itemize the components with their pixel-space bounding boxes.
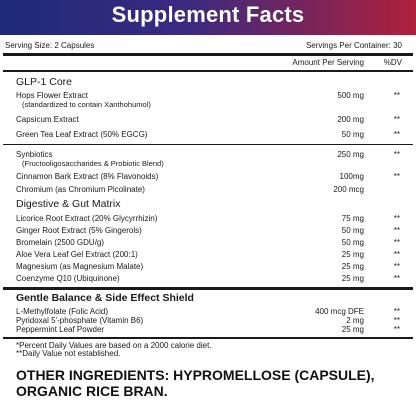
ingredient-dv: ** bbox=[393, 325, 400, 334]
divider bbox=[3, 53, 413, 56]
ingredient-name: Hops Flower Extract bbox=[16, 91, 89, 100]
ingredient-amount: 25 mg bbox=[341, 325, 364, 334]
ingredient-amount: 25 mg bbox=[341, 262, 364, 271]
ingredient-amount: 50 mg bbox=[341, 130, 364, 139]
ingredient-dv: ** bbox=[393, 316, 400, 325]
ingredient-dv: ** bbox=[393, 250, 400, 259]
serving-size: Serving Size: 2 Capsules bbox=[5, 41, 95, 50]
page-title: Supplement Facts bbox=[111, 2, 305, 27]
ingredient-name: Capsicum Extract bbox=[16, 115, 79, 124]
ingredient-dv: ** bbox=[393, 274, 400, 283]
divider bbox=[3, 144, 413, 145]
ingredient-name: Green Tea Leaf Extract (50% EGCG) bbox=[16, 130, 148, 139]
divider bbox=[3, 287, 413, 290]
ingredient-name: Synbiotics bbox=[16, 150, 53, 159]
section-heading-digestive: Digestive & Gut Matrix bbox=[16, 198, 121, 210]
divider bbox=[3, 70, 413, 72]
other-ingredients-line-1: OTHER INGREDIENTS: HYPROMELLOSE (CAPSULE), bbox=[16, 367, 375, 383]
ingredient-amount: 200 mg bbox=[337, 115, 364, 124]
footnote-percent-dv: *Percent Daily Values are based on a 2000 calorie diet. bbox=[16, 341, 212, 350]
column-header-amount: Amount Per Serving bbox=[292, 58, 364, 67]
ingredient-dv: ** bbox=[393, 262, 400, 271]
ingredient-subtext: (Fructooligosaccharides & Probiotic Blend) bbox=[22, 159, 164, 168]
section-heading-glp1: GLP-1 Core bbox=[16, 76, 73, 88]
ingredient-dv: ** bbox=[393, 115, 400, 124]
ingredient-amount: 200 mcg bbox=[333, 185, 364, 194]
ingredient-name: Ginger Root Extract (5% Gingerols) bbox=[16, 226, 142, 235]
ingredient-dv: ** bbox=[393, 214, 400, 223]
ingredient-name: Coenzyme Q10 (Ubiquinone) bbox=[16, 274, 120, 283]
ingredient-amount: 75 mg bbox=[341, 214, 364, 223]
ingredient-dv: ** bbox=[393, 226, 400, 235]
divider bbox=[3, 337, 413, 339]
ingredient-amount: 250 mg bbox=[337, 150, 364, 159]
ingredient-name: Bromelain (2500 GDU/g) bbox=[16, 238, 105, 247]
ingredient-amount: 25 mg bbox=[341, 250, 364, 259]
other-ingredients bbox=[16, 367, 375, 399]
header-banner bbox=[0, 0, 416, 35]
ingredient-dv: ** bbox=[393, 238, 400, 247]
ingredient-amount: 500 mg bbox=[337, 91, 364, 100]
section-heading-gentle: Gentle Balance & Side Effect Shield bbox=[16, 292, 194, 304]
ingredient-name: Chromium (as Chromium Picolinate) bbox=[16, 185, 145, 194]
ingredient-dv: ** bbox=[393, 307, 400, 316]
ingredient-subtext: (standardized to contain Xanthohumol) bbox=[22, 100, 151, 109]
ingredient-dv: ** bbox=[393, 130, 400, 139]
ingredient-name: L-Methylfolate (Folic Acid) bbox=[16, 307, 109, 316]
servings-per-container: Servings Per Container: 30 bbox=[305, 41, 402, 50]
ingredient-dv: ** bbox=[393, 150, 400, 159]
ingredient-amount: 50 mg bbox=[341, 238, 364, 247]
column-header-dv: %DV bbox=[383, 58, 402, 67]
ingredient-amount: 100mg bbox=[339, 172, 364, 181]
ingredient-name: Magnesium (as Magnesium Malate) bbox=[16, 262, 144, 271]
ingredient-name: Peppermint Leaf Powder bbox=[16, 325, 105, 334]
ingredient-amount: 50 mg bbox=[341, 226, 364, 235]
ingredient-name: Pyridoxal 5'-phosphate (Vitamin B6) bbox=[16, 316, 144, 325]
ingredient-name: Licorice Root Extract (20% Glycyrrhizin) bbox=[16, 214, 158, 223]
footnote-dv-not-established: **Daily Value not established. bbox=[16, 349, 121, 358]
ingredient-name: Aloe Vera Leaf Gel Extract (200:1) bbox=[16, 250, 138, 259]
ingredient-amount: 25 mg bbox=[341, 274, 364, 283]
ingredient-name: Cinnamon Bark Extract (8% Flavonoids) bbox=[16, 172, 159, 181]
other-ingredients-line-2: ORGANIC RICE BRAN. bbox=[16, 383, 168, 399]
ingredient-dv: ** bbox=[393, 91, 400, 100]
ingredient-dv: ** bbox=[393, 172, 400, 181]
ingredient-amount: 400 mcg DFE bbox=[315, 307, 364, 316]
ingredient-amount: 2 mg bbox=[346, 316, 364, 325]
